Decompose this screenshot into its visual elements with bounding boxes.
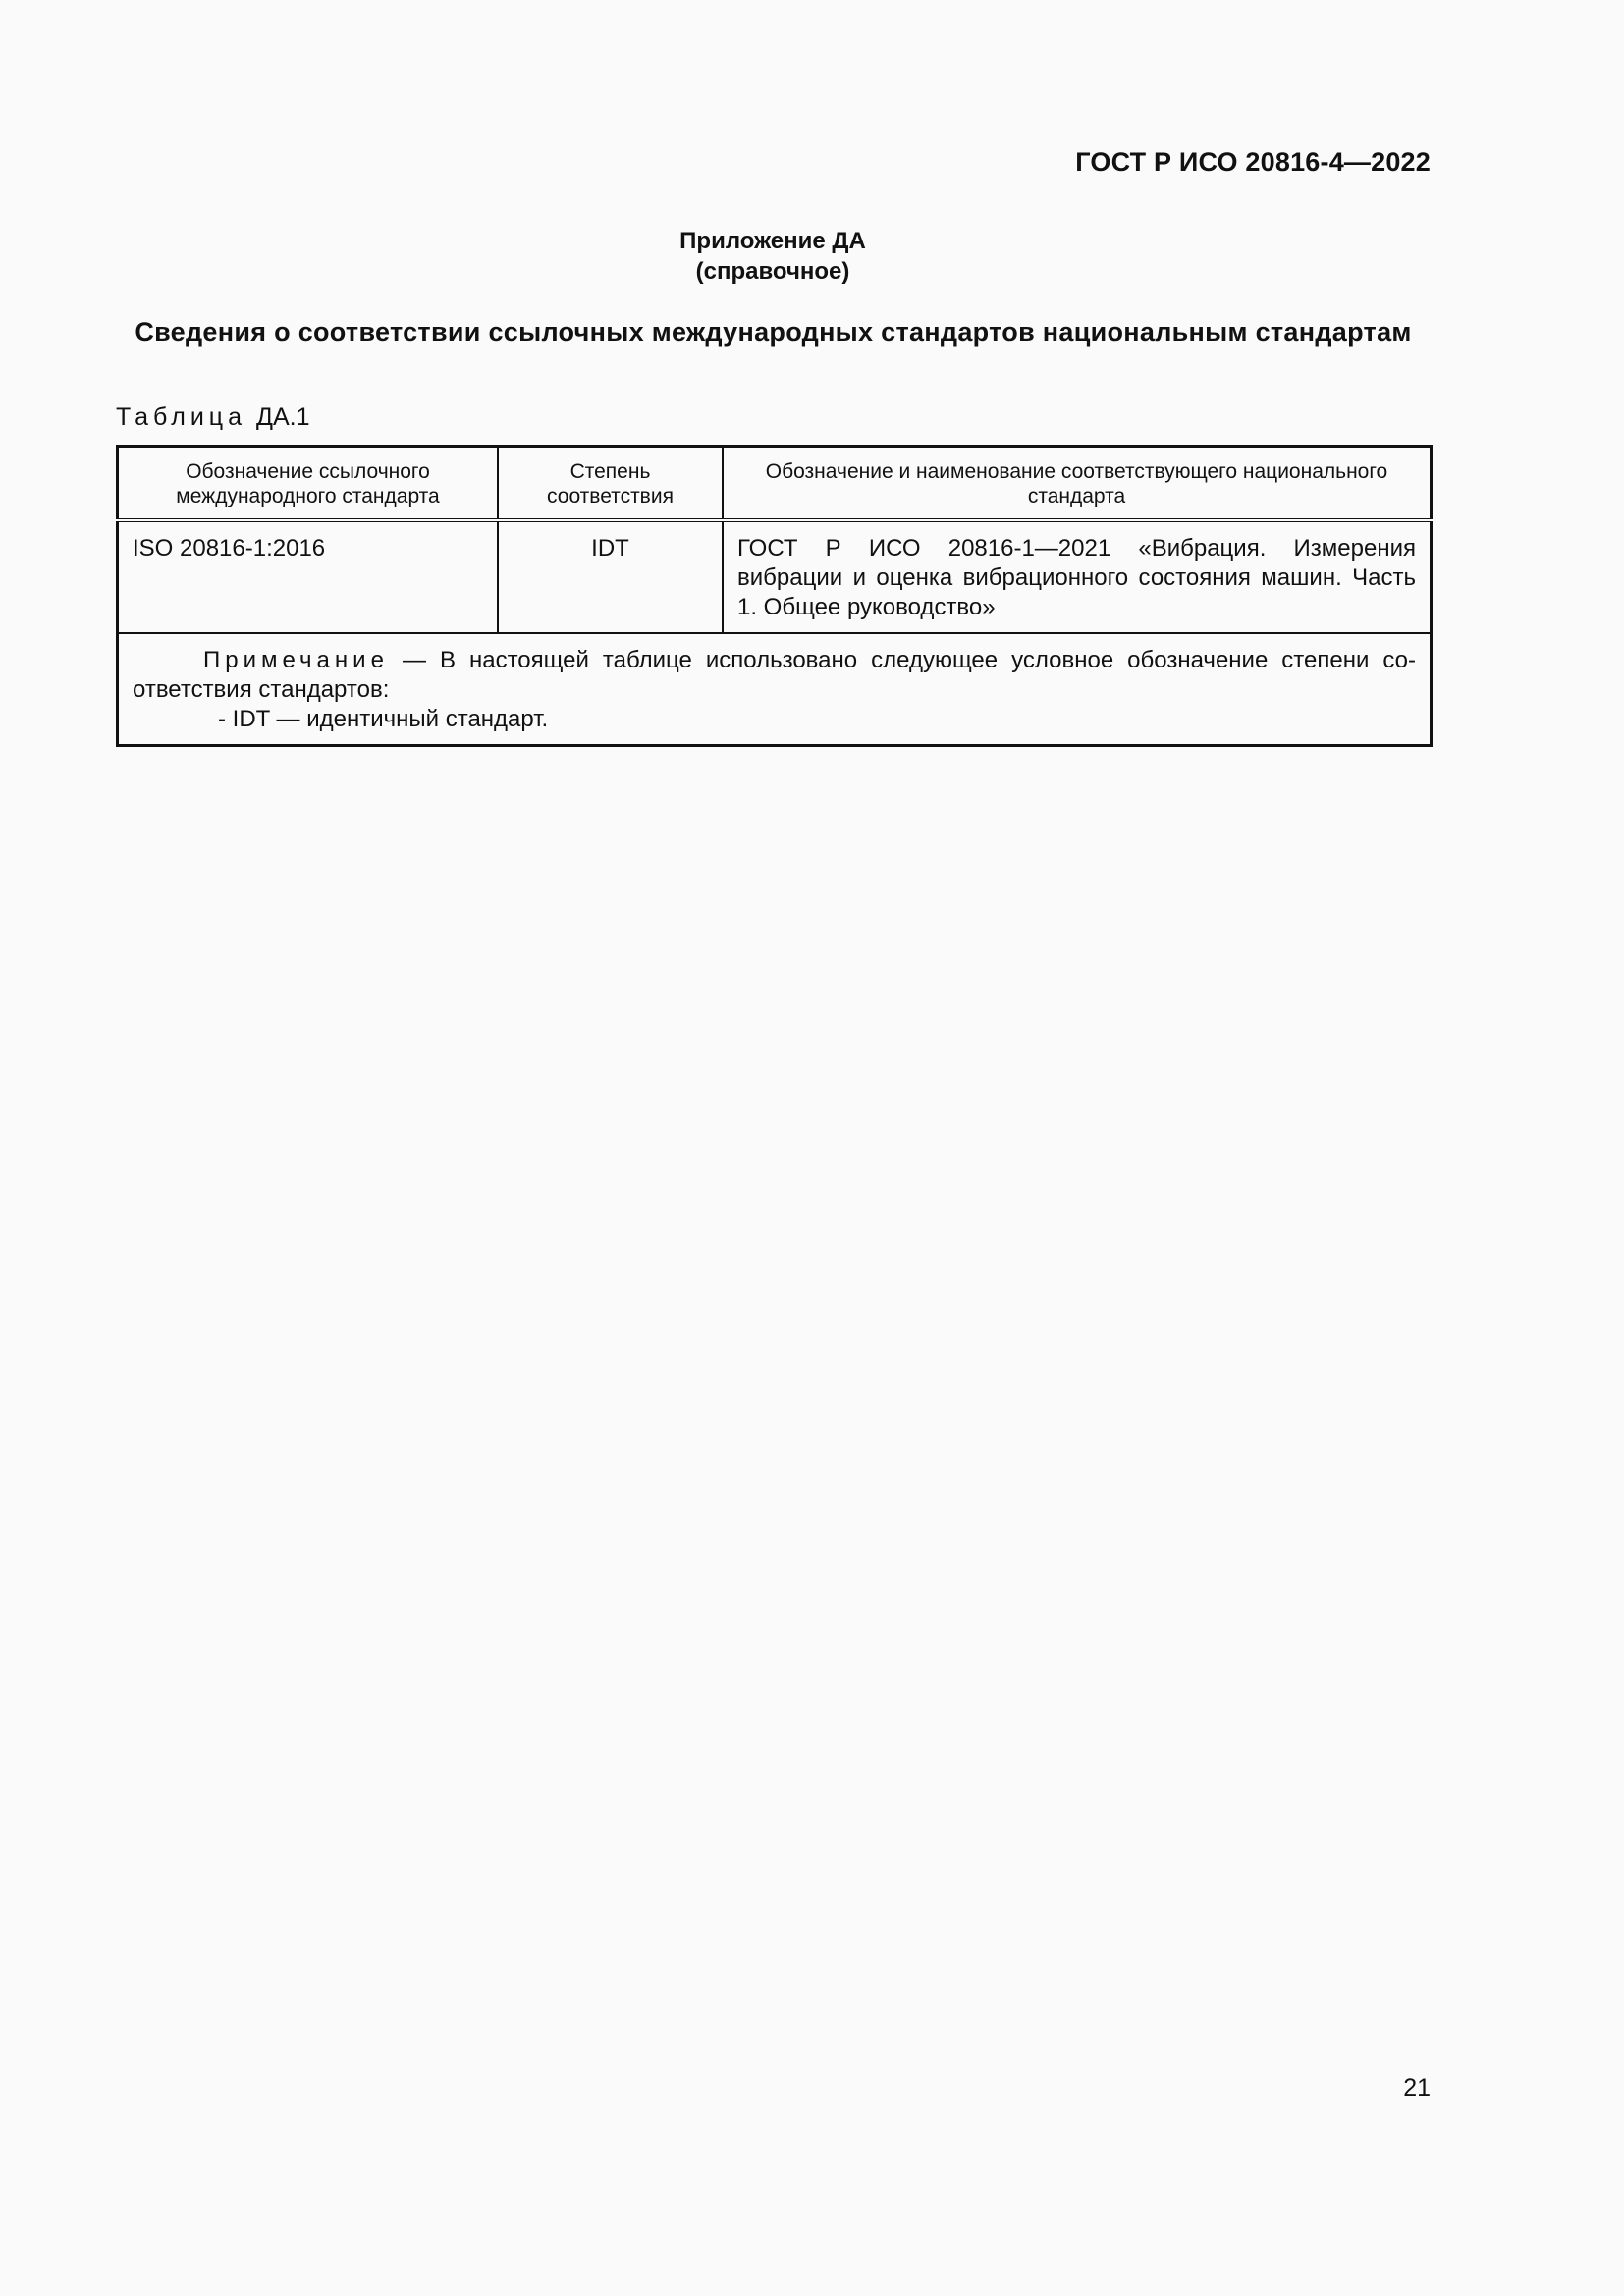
annex-heading bbox=[0, 226, 1545, 287]
section-title: Сведения о соответствии ссылочных международных стандартов национальным стандартам bbox=[135, 317, 1412, 347]
cell-degree-of-correspondence: IDT bbox=[498, 520, 723, 633]
annex-title: Приложение ДА bbox=[679, 228, 866, 254]
note-dash: — bbox=[402, 647, 426, 673]
standards-table bbox=[116, 445, 1433, 747]
document-code-header: ГОСТ Р ИСО 20816-4—2022 bbox=[1075, 147, 1431, 177]
table-caption bbox=[116, 403, 310, 432]
table-note-row bbox=[118, 633, 1432, 746]
note-paragraph bbox=[133, 646, 1416, 705]
page-number: 21 bbox=[1403, 2074, 1431, 2102]
table-row bbox=[118, 520, 1432, 633]
header-national-standard: Обозначение и наименование соответствующего национального стандарта bbox=[723, 447, 1432, 521]
cell-national-standard: ГОСТ Р ИСО 20816-1—2021 «Вибрация. Измерения вибрации и оценка вибрационного состояния машин. Часть 1. Общее руководство» bbox=[723, 520, 1432, 633]
note-label: Примечание bbox=[203, 647, 389, 673]
header-degree-of-correspondence: Степень соответствия bbox=[498, 447, 723, 521]
note-list-item: - IDT — идентичный стандарт. bbox=[218, 706, 549, 732]
annex-subtitle: (справочное) bbox=[695, 258, 850, 285]
table-note bbox=[118, 633, 1432, 746]
header-reference-standard: Обозначение ссылочного международного стандарта bbox=[118, 447, 499, 521]
table-caption-number: ДА.1 bbox=[256, 403, 310, 431]
table-header-row bbox=[118, 447, 1432, 521]
note-text: В настоящей таблице использовано следующее условное обозначение степени со-ответствия стандартов: bbox=[133, 647, 1416, 703]
cell-reference-standard: ISO 20816-1:2016 bbox=[118, 520, 499, 633]
table-caption-label: Таблица bbox=[116, 403, 247, 431]
